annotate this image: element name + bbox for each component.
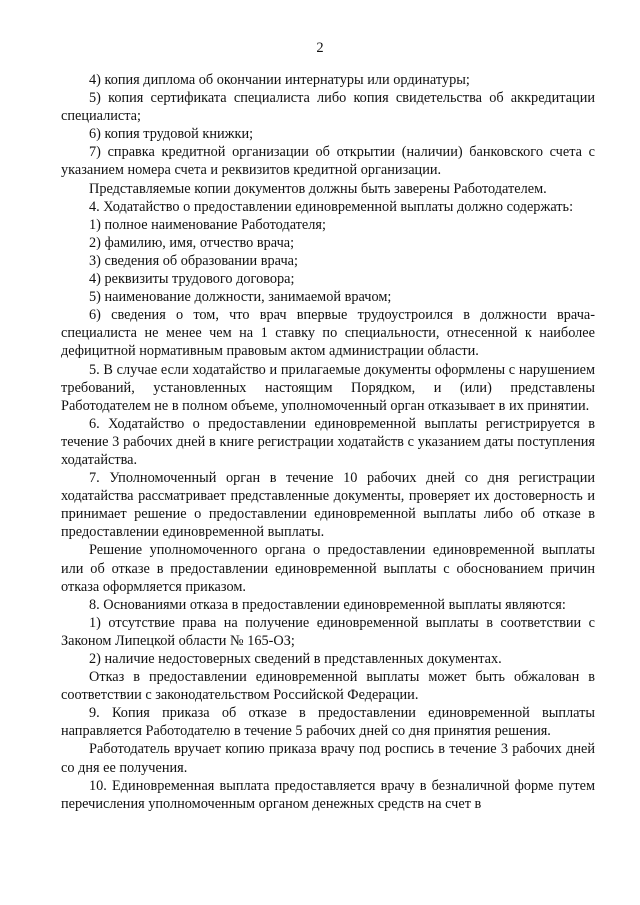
paragraph-section-4: 4. Ходатайство о предоставлении единовременной выплаты должно содержать: — [89, 198, 574, 215]
paragraph-section-6: 6. Ходатайство о предоставлении единовременной выплаты регистрируется в течение 3 рабочих дней в книге регистрации ходатайств с указанием даты поступления ходатайства. — [61, 415, 595, 468]
paragraph-item-4-contract: 4) реквизиты трудового договора; — [89, 271, 295, 288]
paragraph-item-6-labor-book: 6) копия трудовой книжки; — [89, 126, 254, 143]
paragraph-item-5-certificate: 5) копия сертификата специалиста либо копия свидетельства об аккредитации специалиста; — [61, 90, 595, 125]
paragraph-item-6-first-employment: 6) сведения о том, что врач впервые трудоустроился в должности врача-специалиста не менее чем на 1 ставку по специальности, отнесенной к наиболее дефицитной нормативным правовым актом администрации области. — [61, 307, 595, 360]
paragraph-section-5: 5. В случае если ходатайство и прилагаемые документы оформлены с нарушением требований, установленных настоящим Порядком, и (или) представлены Работодателем не в полном объеме, уполномоченный орган отказывает в их принятии. — [61, 361, 595, 414]
page-number: 2 — [316, 40, 324, 56]
paragraph-section-7: 7. Уполномоченный орган в течение 10 рабочих дней со дня регистрации ходатайства рассматривает представленные документы, проверяет их достоверность и принимает решение о предоставлении единовременной выплаты либо об отказе в предоставлении единовременной выплаты. — [61, 470, 595, 541]
paragraph-appeal: Отказ в предоставлении единовременной выплаты может быть обжалован в соответствии с законодательством Российской Федерации. — [61, 669, 595, 704]
paragraph-refusal-reason-1: 1) отсутствие права на получение единовременной выплаты в соответствии с Законом Липецкой области № 165-ОЗ; — [61, 614, 595, 649]
document-body — [61, 71, 595, 813]
paragraph-item-5-position: 5) наименование должности, занимаемой врачом; — [89, 289, 392, 306]
paragraph-item-7-bank-certificate: 7) справка кредитной организации об открытии (наличии) банковского счета с указанием номера счета и реквизитов кредитной организации. — [61, 144, 595, 179]
paragraph-item-4-diploma: 4) копия диплома об окончании интернатуры или ординатуры; — [89, 72, 470, 88]
paragraph-item-3-education: 3) сведения об образовании врача; — [89, 252, 298, 269]
paragraph-copies-certified: Представляемые копии документов должны быть заверены Работодателем. — [89, 180, 547, 197]
paragraph-item-2-doctor-name: 2) фамилию, имя, отчество врача; — [89, 234, 295, 251]
paragraph-decision-order: Решение уполномоченного органа о предоставлении единовременной выплаты или об отказе в предоставлении единовременной выплаты с обоснованием причин отказа оформляется приказом. — [61, 542, 595, 595]
paragraph-item-1-employer-name: 1) полное наименование Работодателя; — [89, 216, 326, 233]
paragraph-section-9: 9. Копия приказа об отказе в предоставлении единовременной выплаты направляется Работодателю в течение 5 рабочих дней со дня принятия решения. — [61, 705, 595, 740]
paragraph-refusal-reason-2: 2) наличие недостоверных сведений в представленных документах. — [89, 651, 502, 667]
paragraph-section-10: 10. Единовременная выплата предоставляется врачу в безналичной форме путем перечисления уполномоченным органом денежных средств на счет в — [61, 777, 595, 812]
paragraph-employer-delivers: Работодатель вручает копию приказа врачу под роспись в течение 3 рабочих дней со дня ее получения. — [61, 741, 595, 776]
paragraph-section-8: 8. Основаниями отказа в предоставлении единовременной выплаты являются: — [89, 596, 566, 613]
